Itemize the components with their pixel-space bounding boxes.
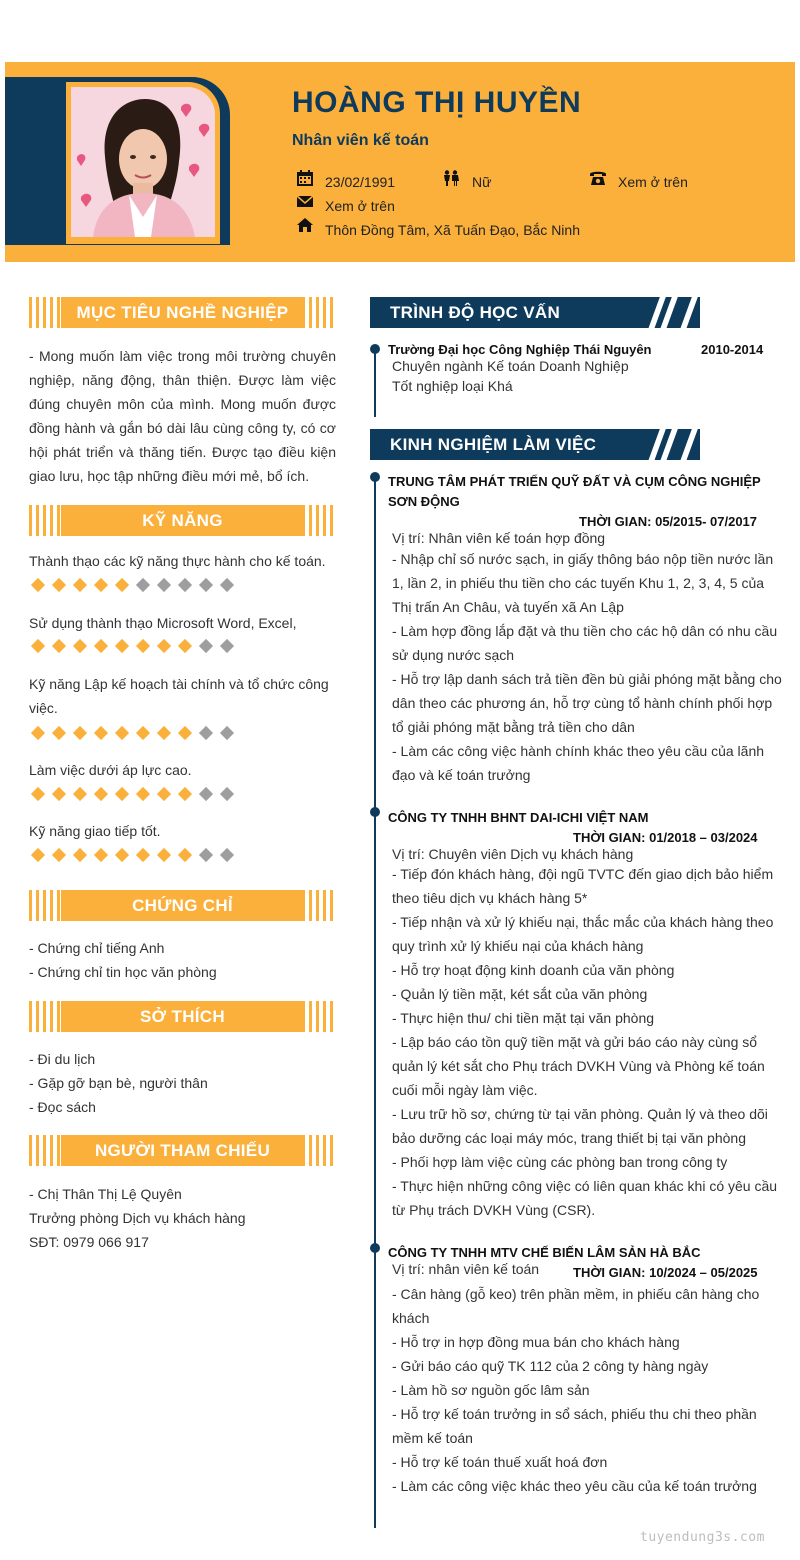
job-duty: - Phối hợp làm việc cùng các phòng ban trong công ty (392, 1154, 728, 1170)
rating-diamond-filled (73, 726, 87, 740)
rating-diamond-filled (31, 578, 45, 592)
rating-diamond-filled (157, 848, 171, 862)
rating-diamond-filled (136, 639, 150, 653)
timeline-line (374, 478, 376, 1528)
rating-diamond-empty (220, 848, 234, 862)
list-item: - Chị Thân Thị Lệ Quyên (29, 1186, 182, 1202)
gender: Nữ (472, 174, 492, 190)
job-duty: - Làm các công việc khác theo yêu cầu của kế toán trưởng (392, 1478, 757, 1494)
school-name: Trường Đại học Công Nghiệp Thái Nguyên (388, 342, 652, 357)
rating-diamond-filled (31, 726, 45, 740)
job-position: Vị trí: nhân viên kế toán (392, 1261, 540, 1277)
rating-diamond-filled (178, 787, 192, 801)
rating-diamond-filled (73, 848, 87, 862)
rating-diamond-filled (157, 787, 171, 801)
job-duty: - Tiếp nhận và xử lý khiếu nại, thắc mắc của khách hàng theo quy trình xử lý khiếu nại của khách hàng (392, 914, 774, 954)
rating-diamond-empty (157, 578, 171, 592)
list-item: SĐT: 0979 066 917 (29, 1234, 149, 1250)
rating-diamond-empty (178, 578, 192, 592)
phone-icon (589, 170, 607, 186)
gender-icon (442, 170, 460, 186)
list-item: - Đọc sách (29, 1099, 96, 1115)
address: Thôn Đồng Tâm, Xã Tuấn Đạo, Bắc Ninh (325, 222, 580, 238)
watermark: tuyendung3s.com (640, 1530, 765, 1545)
rating-diamond-filled (94, 726, 108, 740)
job-duty: - Gửi báo cáo quỹ TK 112 của 2 công ty hàng ngày (392, 1358, 709, 1374)
job-duty: - Nhập chỉ số nước sạch, in giấy thông báo nộp tiền nước lần 1, lần 2, in phiếu thu tiền cho các tuyến Khu 1, 2, 3, 4, 5 của Thị trấn An Châu, và tuyến xã An Lập (392, 551, 774, 615)
graduation-result: Tốt nghiệp loại Khá (392, 378, 513, 394)
job-duty: - Hỗ trợ kế toán thuế xuất hoá đơn (392, 1454, 608, 1470)
education-heading: TRÌNH ĐỘ HỌC VẤN (370, 297, 700, 328)
hobbies-heading: SỞ THÍCH (29, 1001, 336, 1032)
objective-text: - Mong muốn làm việc trong môi trường chuyên nghiệp, năng động, thân thiện. Được làm việc đúng chuyên môn của mình. Mong muốn được đồng hành và gắn bó dài lâu cùng công ty, có cơ hội phát triển và thăng tiến. Được tạo điều kiện giao lưu, học tập những điều mới mẻ, bổ ích. (29, 348, 336, 484)
rating-diamond-filled (73, 639, 87, 653)
rating-diamond-filled (52, 726, 66, 740)
job-duty: - Cân hàng (gỗ keo) trên phần mềm, in phiếu cân hàng cho khách (392, 1286, 760, 1326)
rating-diamond-filled (52, 787, 66, 801)
rating-diamond-filled (94, 848, 108, 862)
candidate-name: HOÀNG THỊ HUYỀN (292, 86, 582, 119)
job-period: THỜI GIAN: 05/2015- 07/2017 (579, 514, 758, 529)
rating-diamond-filled (136, 787, 150, 801)
job-duty: - Hỗ trợ kế toán trưởng in sổ sách, phiếu thu chi theo phần mềm kế toán (392, 1406, 757, 1446)
rating-diamond-filled (94, 578, 108, 592)
company-name: CÔNG TY TNHH BHNT DAI-ICHI VIỆT NAM (388, 810, 649, 825)
rating-diamond-filled (178, 726, 192, 740)
job-duty: - Làm các công việc hành chính khác theo yêu cầu của lãnh đạo và kế toán trưởng (392, 743, 765, 783)
company-name-cont: SƠN ĐỘNG (388, 494, 460, 509)
rating-diamond-empty (220, 578, 234, 592)
job-duty: - Làm hợp đồng lắp đặt và thu tiền cho các hộ dân có nhu cầu sử dụng nước sạch (392, 623, 778, 663)
rating-diamond-filled (115, 726, 129, 740)
rating-diamond-filled (52, 578, 66, 592)
rating-diamond-filled (52, 848, 66, 862)
job-duty: - Quản lý tiền mặt, két sắt của văn phòng (392, 986, 648, 1002)
job-duty: - Thực hiện những công việc có liên quan khác khi có yêu cầu từ Phụ trách DVKH Vùng (CSR). (392, 1178, 778, 1218)
skill-label: Kỹ năng Lập kế hoạch tài chính và tổ chức công việc. (29, 676, 329, 716)
birthday: 23/02/1991 (325, 174, 396, 190)
rating-diamond-filled (115, 639, 129, 653)
objective-heading: MỤC TIÊU NGHỀ NGHIỆP (29, 297, 336, 328)
certificates-heading: CHỨNG CHỈ (29, 890, 336, 921)
references-heading: NGƯỜI THAM CHIẾU (29, 1135, 336, 1166)
rating-diamond-empty (220, 726, 234, 740)
rating-diamond-empty (220, 787, 234, 801)
list-item: - Đi du lịch (29, 1051, 96, 1067)
experience-heading: KINH NGHIỆM LÀM VIỆC (370, 429, 700, 460)
job-position: Vị trí: Chuyên viên Dịch vụ khách hàng (392, 846, 634, 862)
major: Chuyên ngành Kế toán Doanh Nghiệp (392, 358, 629, 374)
rating-diamond-filled (178, 639, 192, 653)
rating-diamond-filled (115, 848, 129, 862)
timeline-dot (370, 344, 380, 354)
job-duty: - Hỗ trợ lập danh sách trả tiền đền bù giải phóng mặt bằng cho dân theo các phương án, hỗ trợ cùng tổ hành chính phối hợp tổ giải phóng mặt bằng trả tiền cho dân (392, 671, 782, 735)
candidate-title: Nhân viên kế toán (292, 132, 429, 149)
rating-diamond-filled (31, 848, 45, 862)
rating-diamond-filled (73, 578, 87, 592)
timeline-dot (370, 807, 380, 817)
rating-diamond-empty (220, 639, 234, 653)
timeline-dot (370, 472, 380, 482)
job-duty: - Hỗ trợ in hợp đồng mua bán cho khách hàng (392, 1334, 680, 1350)
rating-diamond-filled (31, 639, 45, 653)
email-icon (296, 193, 314, 209)
skill-label: Kỹ năng giao tiếp tốt. (29, 823, 161, 839)
job-duty: - Thực hiện thu/ chi tiền mặt tại văn phòng (392, 1010, 655, 1026)
list-item: - Chứng chỉ tin học văn phòng (29, 964, 217, 980)
job-duty: - Làm hồ sơ nguồn gốc lâm sản (392, 1382, 590, 1398)
skills-heading: KỸ NĂNG (29, 505, 336, 536)
rating-diamond-empty (199, 787, 213, 801)
rating-diamond-filled (157, 639, 171, 653)
job-period: THỜI GIAN: 01/2018 – 03/2024 (573, 830, 758, 845)
job-duty: - Lưu trữ hồ sơ, chứng từ tại văn phòng. Quản lý và theo dõi bảo dưỡng các loại máy móc, trang thiết bị tại văn phòng (392, 1106, 768, 1146)
rating-diamond-empty (199, 639, 213, 653)
job-duty: - Hỗ trợ hoạt động kinh doanh của văn phòng (392, 962, 675, 978)
job-duty: - Tiếp đón khách hàng, đội ngũ TVTC đến giao dịch bảo hiểm theo tiêu dịch vụ khách hàng 5* (392, 866, 774, 906)
rating-diamond-empty (199, 726, 213, 740)
job-period: THỜI GIAN: 10/2024 – 05/2025 (573, 1265, 758, 1280)
rating-diamond-empty (199, 578, 213, 592)
school-years: 2010-2014 (701, 342, 764, 357)
list-item: - Gặp gỡ bạn bè, người thân (29, 1075, 208, 1091)
skill-label: Làm việc dưới áp lực cao. (29, 762, 192, 778)
company-name: TRUNG TÂM PHÁT TRIỂN QUỸ ĐẤT VÀ CỤM CÔNG NGHIỆP (388, 474, 761, 489)
email: Xem ở trên (325, 198, 395, 214)
skill-label: Sử dụng thành thạo Microsoft Word, Excel, (29, 615, 297, 631)
rating-diamond-filled (31, 787, 45, 801)
avatar (71, 87, 215, 237)
home-icon (296, 217, 314, 233)
rating-diamond-filled (115, 578, 129, 592)
rating-diamond-filled (94, 639, 108, 653)
skill-label: Thành thạo các kỹ năng thực hành cho kế toán. (29, 553, 326, 569)
rating-diamond-filled (178, 848, 192, 862)
rating-diamond-filled (157, 726, 171, 740)
job-position: Vị trí: Nhân viên kế toán hợp đồng (392, 530, 606, 546)
rating-diamond-filled (136, 726, 150, 740)
rating-diamond-filled (94, 787, 108, 801)
phone: Xem ở trên (618, 174, 688, 190)
list-item: - Chứng chỉ tiếng Anh (29, 940, 165, 956)
calendar-icon (296, 170, 314, 186)
rating-diamond-filled (115, 787, 129, 801)
list-item: Trưởng phòng Dịch vụ khách hàng (29, 1210, 246, 1226)
company-name: CÔNG TY TNHH MTV CHẾ BIẾN LÂM SẢN HÀ BẮC (388, 1245, 701, 1260)
rating-diamond-filled (52, 639, 66, 653)
rating-diamond-empty (136, 578, 150, 592)
rating-diamond-empty (199, 848, 213, 862)
job-duty: - Lập báo cáo tồn quỹ tiền mặt và gửi báo cáo này cùng sổ quản lý két sắt cho Phụ trách DVKH Vùng và Phòng kế toán cuối mỗi ngày làm việc. (392, 1034, 765, 1098)
rating-diamond-filled (73, 787, 87, 801)
rating-diamond-filled (136, 848, 150, 862)
timeline-line (374, 350, 376, 417)
timeline-dot (370, 1243, 380, 1253)
